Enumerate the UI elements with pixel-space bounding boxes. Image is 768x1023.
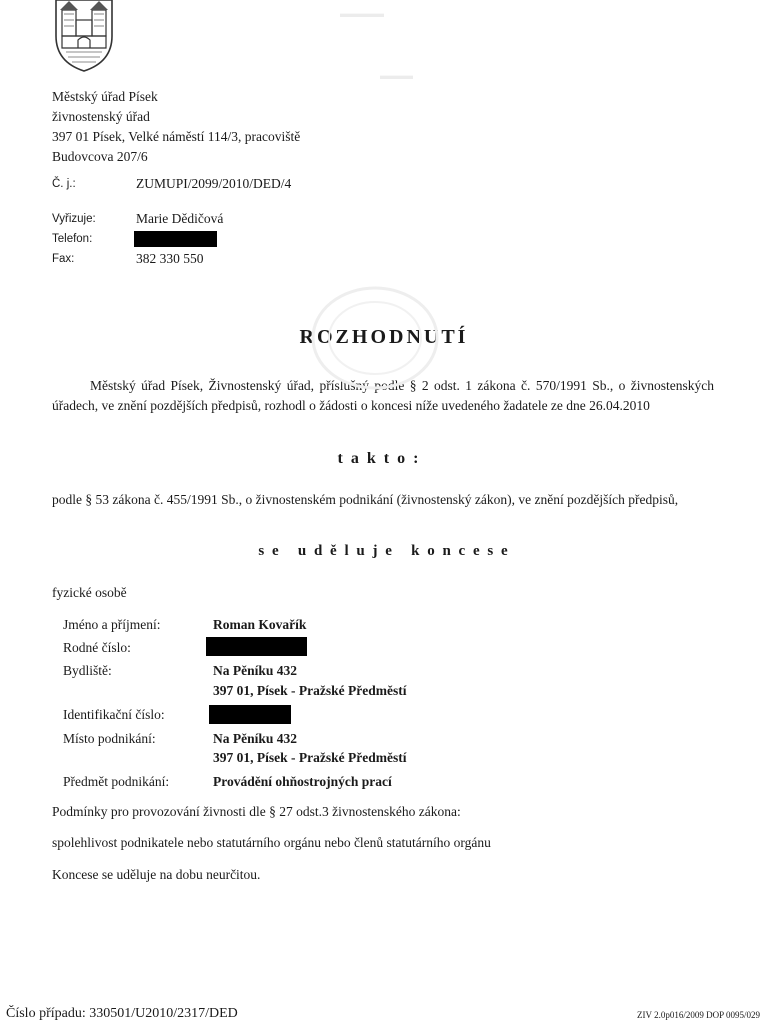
office-address — [52, 87, 300, 167]
rc-label: Rodné číslo: — [63, 640, 131, 655]
ico-label: Identifikační číslo: — [63, 707, 165, 722]
name-label: Jméno a příjmení: — [63, 617, 161, 632]
conditions-text: Podmínky pro provozování živnosti dle § 27 odst.3 živnostenského zákona: — [52, 804, 461, 819]
takto-heading: t a k t o : — [337, 450, 421, 467]
coat-of-arms-emblem — [52, 0, 116, 72]
stamp-bleed-through — [300, 278, 450, 398]
subject-value: Provádění ohňostrojných prací — [213, 774, 392, 789]
cj-label: Č. j.: — [52, 178, 76, 190]
legal-basis-paragraph: podle § 53 zákona č. 455/1991 Sb., o živnostenském podnikání (živnostenský zákon), ve znění pozdějších předpisů, — [52, 492, 679, 507]
reliability-text: spolehlivost podnikatele nebo statutárního orgánu nebo členů statutárního orgánu — [52, 835, 491, 850]
case-number: Číslo případu: 330501/U2010/2317/DED — [6, 1006, 238, 1021]
person-type: fyzické osobě — [52, 585, 127, 600]
duration-text: Koncese se uděluje na dobu neurčitou. — [52, 867, 261, 882]
subject-label: Předmět podnikání: — [63, 774, 170, 789]
bleed-through: ▬▬▬▬ — [340, 8, 384, 20]
office-department: živnostenský úřad — [52, 109, 150, 124]
office-name: Městský úřad Písek — [52, 89, 158, 104]
fax-value: 382 330 550 — [136, 251, 204, 266]
cj-value: ZUMUPI/2099/2010/DED/4 — [136, 176, 292, 191]
redacted-birth-number — [206, 637, 307, 656]
office-workplace: Budovcova 207/6 — [52, 149, 148, 164]
document-title: ROZHODNUTÍ — [299, 326, 469, 348]
redacted-phone — [134, 231, 217, 247]
residence-line1: Na Pěníku 432 — [213, 663, 298, 678]
fax-label: Fax: — [52, 253, 75, 265]
place-line1: Na Pěníku 432 — [213, 731, 298, 746]
residence-label: Bydliště: — [63, 663, 112, 678]
redacted-id-number — [209, 705, 291, 724]
form-code: ZIV 2.0p016/2009 DOP 0095/029 — [636, 1010, 760, 1020]
intro-paragraph: Městský úřad Písek, Živnostenský úřad, příslušný podle § 2 odst. 1 zákona č. 570/1991 Sb., o živnostenských úřadech, ve znění pozdějších předpisů, rozhodl o žádosti o koncesi níže uvedeného žadatele ze dne 26.04.2010 — [52, 378, 714, 413]
telefon-label: Telefon: — [52, 233, 93, 245]
grant-heading: s e u d ě l u j e k o n c e s e — [258, 543, 510, 559]
place-label: Místo podnikání: — [63, 731, 156, 746]
bleed-through: ▬▬▬ — [380, 70, 413, 82]
residence-line2: 397 01, Písek - Pražské Předměstí — [213, 683, 407, 698]
name-value: Roman Kovařík — [213, 617, 307, 632]
office-street: 397 01 Písek, Velké náměstí 114/3, pracoviště — [52, 129, 301, 144]
vyrizuje-value: Marie Dědičová — [136, 211, 224, 226]
place-line2: 397 01, Písek - Pražské Předměstí — [213, 750, 407, 765]
vyrizuje-label: Vyřizuje: — [52, 213, 96, 225]
